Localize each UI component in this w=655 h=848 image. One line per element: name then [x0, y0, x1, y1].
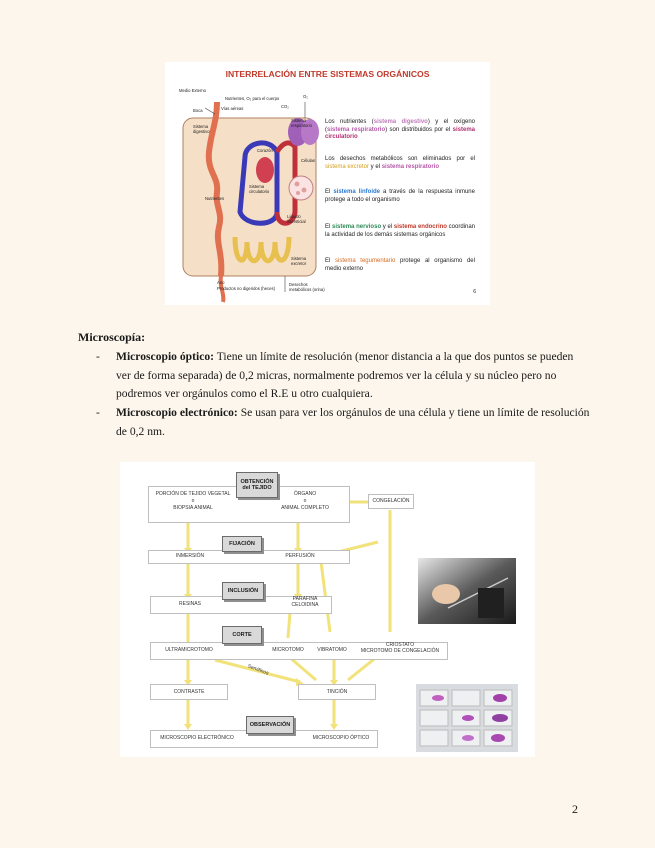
label-corazon: Corazón [257, 148, 273, 153]
label-desechos-metabolicos: Desechos metabólicos (orina) [289, 282, 325, 292]
term-description: Se usan para ver los orgánulos de una célula y tiene un límite de resolución de 0,2 nm. [116, 406, 590, 438]
page-number: 2 [572, 802, 578, 816]
figure-title: INTERRELACIÓN ENTRE SISTEMAS ORGÁNICOS [225, 69, 430, 79]
box-resinas: RESINAS [179, 601, 201, 607]
term: Microscopio electrónico: [116, 406, 238, 419]
box-vibratomo: VIBRATOMO [317, 647, 347, 653]
label-sistema-excretor: Sistema excretor [291, 256, 307, 266]
photo-stained-slides [416, 684, 518, 752]
label-vias-aereas: Vías aéreas [221, 106, 244, 111]
figure-paragraph-3: El sistema linfoide a través de la respuesta inmune protege a todo el organismo [325, 189, 475, 203]
box-celoidina: CELOIDINA [291, 602, 319, 608]
step-inclusion: INCLUSIÓN [222, 582, 264, 600]
label-medio-externo: Medio Externo [179, 88, 206, 93]
box-tincion: TINCIÓN [298, 684, 376, 700]
box-criostato: CRIOSTATO [385, 642, 415, 648]
term: Microscopio óptico: [116, 350, 214, 363]
label-sistema-circulatorio: Sistema circulatorio [249, 184, 270, 194]
box-animal: ANIMAL COMPLETO [281, 505, 329, 511]
step-corte: CORTE [222, 626, 262, 644]
term-description: Tiene un límite de resolución (menor distancia a la que dos puntos se pueden ver de forma separada) de 0,2 micras, normalmente podremos ver la célula y su núcleo pero no podremos ver orgánulos como el R.E u otro cualquiera. [116, 350, 574, 401]
list-item-microscopio-electronico [96, 404, 596, 442]
label-liquido-intersticial: Líquido intersticial [287, 214, 306, 224]
figure-page-number: 6 [473, 289, 476, 295]
photo-microtome [418, 558, 516, 624]
box-o2: o [303, 498, 307, 504]
figure-histology-flowchart [120, 462, 535, 757]
box-congelacion: CONGELACIÓN [368, 494, 414, 509]
box-microtomo-congelacion: MICROTOMO DE CONGELACIÓN [360, 648, 440, 654]
list-item-microscopio-optico [96, 348, 596, 404]
box-organo: ÓRGANO [293, 491, 317, 497]
label-nutrientes-o2: Nutrientes, O₂ para el cuerpo [225, 96, 280, 101]
label-co2: CO₂ [281, 104, 289, 109]
box-parafina: PARAFINA [292, 596, 318, 602]
box-microscopio-electronico: MICROSCOPIO ELECTRÓNICO [160, 735, 234, 741]
figure-paragraph-1: Los nutrientes (sistema digestivo) y el oxígeno (sistema respiratorio) son distribuidos por el sistema circulatorio [325, 119, 475, 141]
figure-interrelacion-sistemas [165, 62, 490, 305]
box-ultramicrotomo: ULTRAMICROTOMO [165, 647, 213, 653]
label-boca: Boca [193, 108, 203, 113]
box-microtomo: MICROTOMO [272, 647, 304, 653]
step-observacion: OBSERVACIÓN [246, 716, 294, 734]
label-sistema-respiratorio: Sistema respiratorio [291, 118, 312, 128]
label-ano: Ano [217, 280, 225, 285]
box-contraste: CONTRASTE [150, 684, 228, 700]
box-porcion: PORCIÓN DE TEJIDO VEGETAL [155, 491, 231, 497]
figure-paragraph-2: Los desechos metabólicos son eliminados por el sistema excretor y el sistema respiratorio [325, 156, 475, 170]
box-biopsia: BIOPSIA ANIMAL [173, 505, 213, 511]
label-productos-no-digeridos: Productos no digeridos (heces) [217, 286, 275, 291]
box-o1: o [191, 498, 195, 504]
label-o2: O₂ [303, 94, 308, 99]
step-fijacion: FIJACIÓN [222, 536, 262, 552]
section-heading: Microscopía: [78, 330, 146, 344]
label-semifinos: Semifinos [246, 663, 270, 677]
figure-paragraph-5: El sistema tegumentario protege al organismo del medio externo [325, 258, 475, 272]
box-inmersion: INMERSIÓN [175, 553, 205, 559]
bullet-dash: - [96, 350, 100, 363]
box-microscopio-optico: MICROSCOPIO ÓPTICO [312, 735, 370, 741]
label-celulas: Células [301, 158, 315, 163]
label-sistema-digestivo: Sistema digestivo [193, 124, 210, 134]
box-perfusion: PERFUSIÓN [285, 553, 315, 559]
step-obtencion: OBTENCIÓN del TEJIDO [236, 472, 278, 498]
figure-paragraph-4: El sistema nervioso y el sistema endocrino coordinan la actividad de los demás sistemas orgánicos [325, 224, 476, 238]
heart-icon [256, 157, 274, 183]
label-nutrientes: Nutrientes [205, 196, 225, 201]
bullet-dash: - [96, 406, 100, 419]
